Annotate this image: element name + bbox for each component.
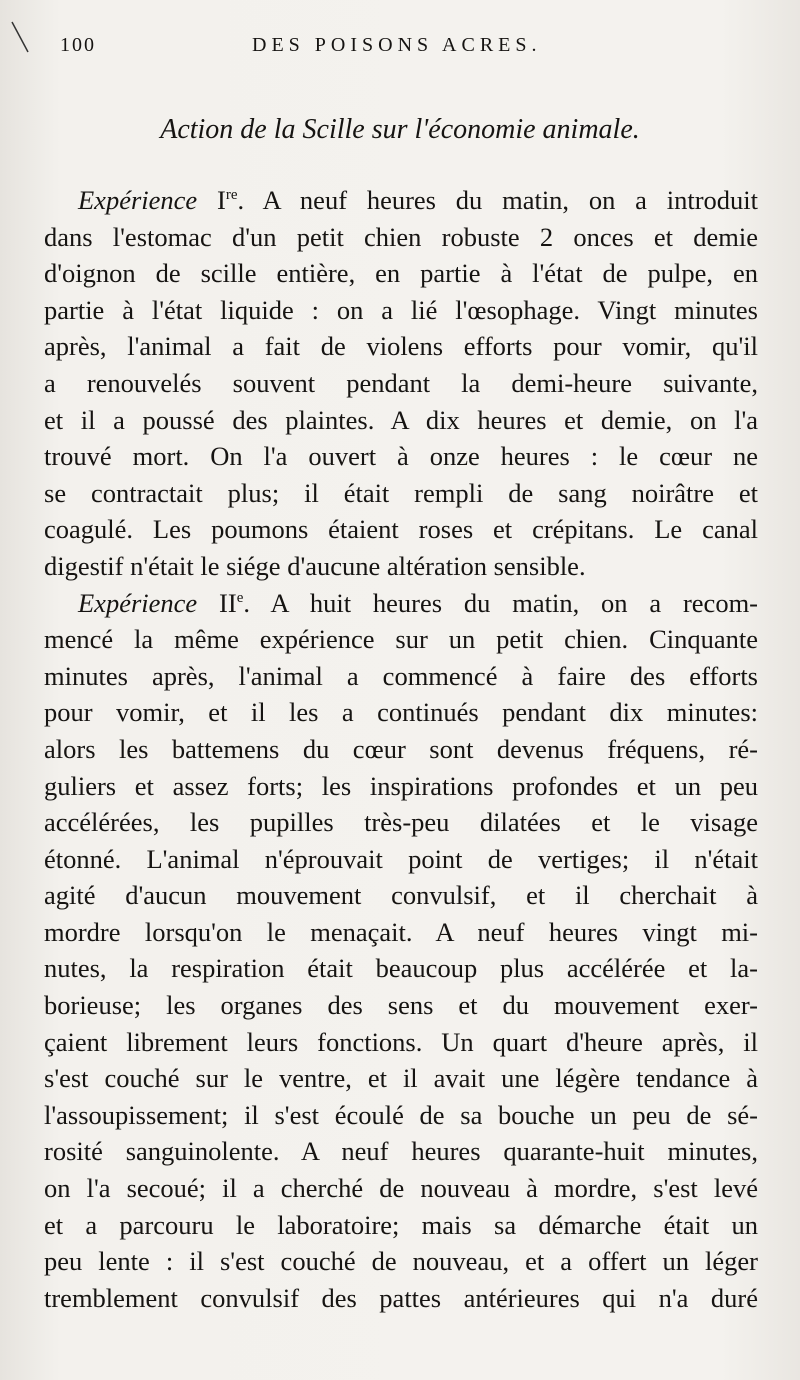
text-line: et il a poussé des plaintes. A dix heures et demie, on l'a <box>44 404 758 435</box>
text-line: agité d'aucun mouvement convulsif, et il cherchait à <box>44 880 758 911</box>
text-line: on l'a secoué; il a cherché de nouveau à mordre, s'est levé <box>44 1173 758 1204</box>
text-line: d'oignon de scille entière, en partie à l'état de pulpe, en <box>44 258 758 289</box>
text-line: trouvé mort. On l'a ouvert à onze heures : le cœur ne <box>44 441 758 472</box>
text-line: minutes après, l'animal a commencé à faire des efforts <box>44 660 758 691</box>
section-title: Action de la Scille sur l'économie animale. <box>160 114 640 145</box>
text-line: guliers et assez forts; les inspirations profondes et un peu <box>44 770 758 801</box>
text-line: a renouvelés souvent pendant la demi-heure suivante, <box>44 367 758 398</box>
page-number: 100 <box>60 34 96 56</box>
text-line: borieuse; les organes des sens et du mouvement exer- <box>44 990 758 1021</box>
text-line: partie à l'état liquide : on a lié l'œsophage. Vingt minutes <box>44 294 758 325</box>
body-text <box>44 182 758 1316</box>
text-line: tremblement convulsif des pattes antérieures qui n'a duré <box>44 1282 758 1313</box>
experiment-2-first-line <box>44 585 758 622</box>
text-line: mordre lorsqu'on le menaçait. A neuf heures vingt mi- <box>44 916 758 947</box>
margin-mark <box>10 18 34 58</box>
text-line: s'est couché sur le ventre, et il avait une légère tendance à <box>44 1063 758 1094</box>
experiment-2-numeral: II <box>219 587 237 618</box>
experiment-1-first-line <box>44 182 758 219</box>
experiment-1-ordinal: re <box>225 187 238 203</box>
experiment-1-label: Expérience <box>78 185 198 215</box>
text-line: mencé la même expérience sur un petit chien. Cinquante <box>44 624 758 655</box>
running-head <box>52 34 752 74</box>
running-title: DES POISONS ACRES. <box>252 34 542 56</box>
text-line: étonné. L'animal n'éprouvait point de vertiges; il n'était <box>44 843 758 874</box>
experiment-2-ordinal: e <box>236 589 244 606</box>
text-line: çaient librement leurs fonctions. Un quart d'heure après, il <box>44 1026 758 1057</box>
text-line: et a parcouru le laboratoire; mais sa démarche était un <box>44 1209 758 1240</box>
text-line: alors les battemens du cœur sont devenus fréquens, ré- <box>44 733 758 764</box>
experiment-2-label: Expérience <box>78 587 198 618</box>
text-line: accélérées, les pupilles très-peu dilatées et le visage <box>44 807 758 838</box>
experiment-1-numeral: I <box>217 185 226 215</box>
text-line: rosité sanguinolente. A neuf heures quarante-huit minutes, <box>44 1136 758 1167</box>
text-line: peu lente : il s'est couché de nouveau, et a offert un léger <box>44 1246 758 1277</box>
text-line: nutes, la respiration était beaucoup plus accélérée et la- <box>44 953 758 984</box>
text-line: se contractait plus; il était rempli de sang noirâtre et <box>44 477 758 508</box>
text-line: digestif n'était le siége d'aucune altération sensible. <box>44 550 586 581</box>
text-line: dans l'estomac d'un petit chien robuste 2 onces et demie <box>44 221 758 252</box>
text-line: l'assoupissement; il s'est écoulé de sa bouche un peu de sé- <box>44 1099 758 1130</box>
text-line: pour vomir, et il les a continués pendant dix minutes: <box>44 697 758 728</box>
text-line: . A huit heures du matin, on a recom- <box>243 587 759 618</box>
text-line: . A neuf heures du matin, on a introduit <box>237 185 758 215</box>
text-line: après, l'animal a fait de violens efforts pour vomir, qu'il <box>44 331 758 362</box>
text-line: coagulé. Les poumons étaient roses et crépitans. Le canal <box>44 514 758 545</box>
